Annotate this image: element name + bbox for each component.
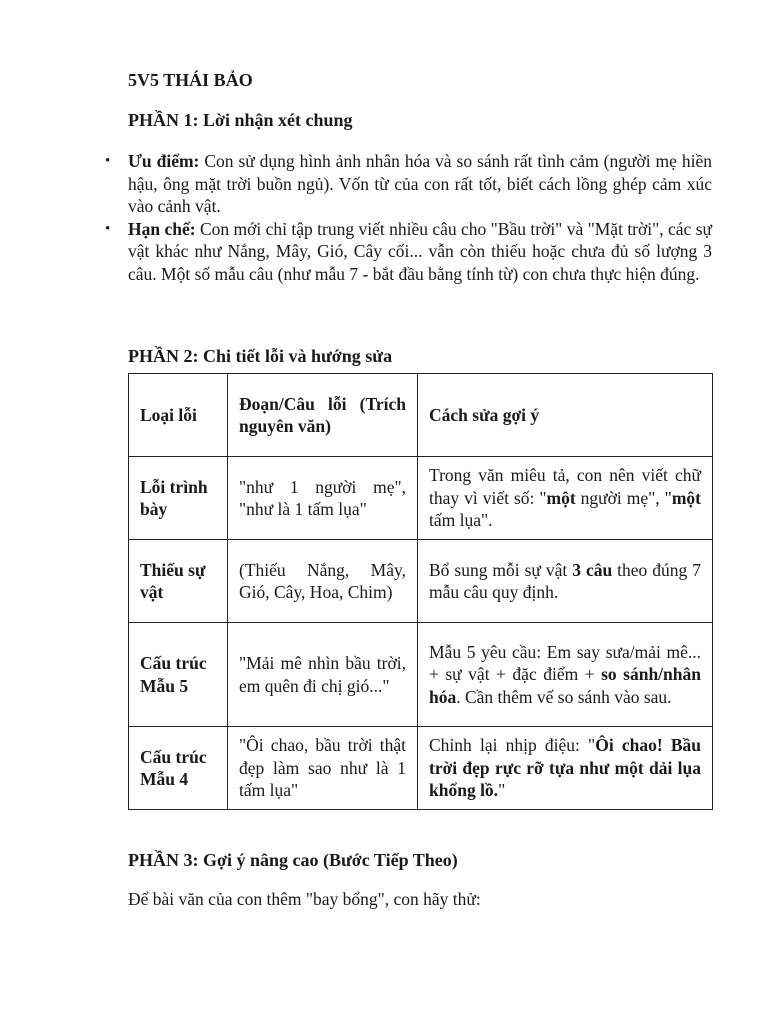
part1-bullet-list — [105, 150, 713, 285]
table-row — [129, 540, 713, 623]
cell-error-quote: (Thiếu Nắng, Mây, Gió, Cây, Hoa, Chim) — [228, 540, 418, 623]
part3-heading: PHẦN 3: Gợi ý nâng cao (Bước Tiếp Theo) — [128, 850, 458, 870]
cell-error-quote: "Ôi chao, bầu trời thật đẹp làm sao như là 1 tấm lụa" — [228, 727, 418, 810]
fix-emphasis: một — [671, 487, 701, 508]
cell-fix — [418, 623, 713, 727]
part2-heading: PHẦN 2: Chi tiết lỗi và hướng sửa — [128, 346, 393, 366]
header-error-type: Loại lỗi — [129, 374, 228, 457]
bullet-dot-icon: • — [105, 220, 111, 237]
cell-error-quote: "như 1 người mẹ", "như là 1 tấm lụa" — [228, 457, 418, 540]
table-row — [129, 727, 713, 810]
bullet-label: Hạn chế: — [128, 218, 196, 239]
cell-error-type: Thiếu sự vật — [129, 540, 228, 623]
bullet-text: Con sử dụng hình ảnh nhân hóa và so sánh rất tình cảm (người mẹ hiền hậu, ông mặt trời buồn ngủ). Vốn từ của con rất tốt, biết cách lồng ghép cảm xúc vào cảnh vật. — [128, 151, 712, 216]
fix-text: " — [498, 780, 506, 801]
fix-text: . Cần thêm vế so sánh vào sau. — [456, 686, 672, 707]
table-row — [129, 457, 713, 540]
fix-emphasis: Ôi chao! Bầu trời đẹp rực rỡ tựa như một dải lụa khổng lồ. — [429, 735, 701, 801]
bullet-label: Ưu điểm: — [128, 151, 200, 171]
fix-text: tấm lụa". — [429, 510, 493, 531]
bullet-text: Con mới chỉ tập trung viết nhiều câu cho "Bầu trời" và "Mặt trời", các sự vật khác như Nắng, Mây, Gió, Cây cối... vẫn còn thiếu hoặc chưa đủ số lượng 3 câu. Một số mẫu câu (như mẫu 7 - bắt đầu bằng tính từ) con chưa thực hiện đúng. — [128, 218, 713, 284]
fix-text: Bổ sung mỗi sự vật — [429, 559, 573, 580]
cell-error-quote: "Mải mê nhìn bầu trời, em quên đi chị gió..." — [228, 623, 418, 727]
header-fix: Cách sửa gợi ý — [418, 374, 713, 457]
fix-emphasis: 3 câu — [572, 559, 613, 580]
fix-text: Trong văn miêu tả, con nên viết chữ thay vì viết số: " — [429, 465, 701, 508]
bullet-dot-icon: • — [105, 153, 111, 169]
cell-fix — [418, 540, 713, 623]
part3-intro: Để bài văn của con thêm "bay bổng", con hãy thử: — [128, 889, 481, 909]
cell-fix — [418, 727, 713, 810]
cell-error-type: Cấu trúc Mẫu 5 — [129, 623, 228, 727]
fix-text: Mẫu 5 yêu cầu: Em say sưa/mải mê... + sự vật + đặc điểm + — [429, 641, 701, 685]
fix-text: Chỉnh lại nhịp điệu: " — [429, 735, 596, 756]
cell-error-type: Lỗi trình bày — [129, 457, 228, 540]
fix-emphasis: một — [546, 487, 576, 508]
error-table — [128, 373, 713, 810]
header-error-quote: Đoạn/Câu lỗi (Trích nguyên văn) — [228, 374, 418, 457]
cell-fix — [418, 457, 713, 540]
bullet-strengths — [105, 150, 712, 218]
document-title: 5V5 THÁI BẢO — [128, 70, 253, 90]
fix-text: người mẹ", " — [575, 487, 672, 508]
fix-text: theo đúng 7 mẫu câu quy định. — [429, 559, 701, 602]
cell-error-type: Cấu trúc Mẫu 4 — [129, 727, 228, 810]
table-row — [129, 623, 713, 727]
part1-heading: PHẦN 1: Lời nhận xét chung — [128, 110, 353, 130]
bullet-limitations — [105, 218, 713, 286]
table-header-row — [129, 374, 713, 457]
fix-emphasis: so sánh/nhân hóa — [429, 664, 701, 707]
